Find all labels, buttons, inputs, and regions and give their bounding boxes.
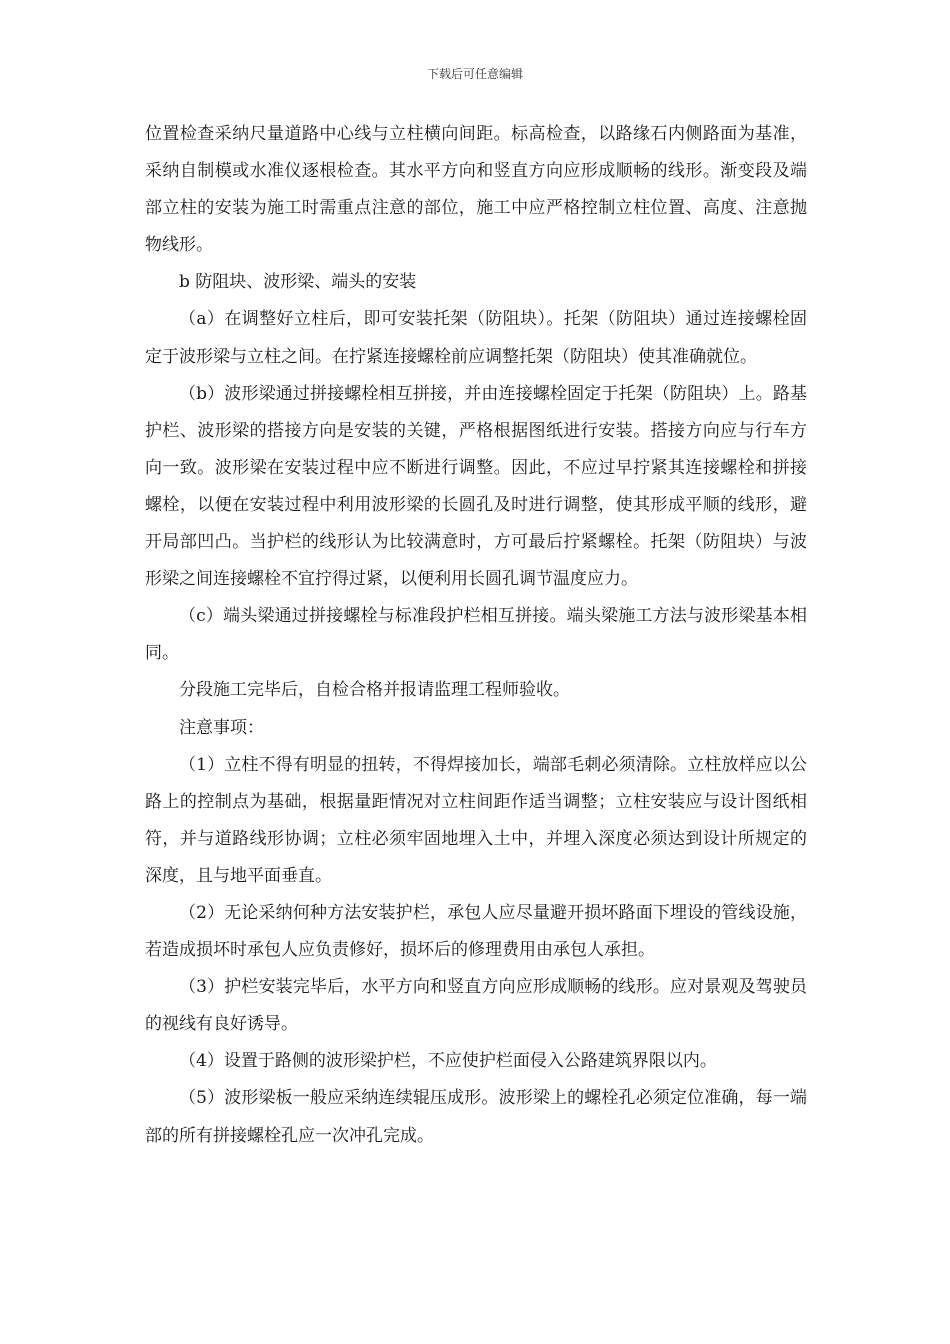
- paragraph-note-4: （4）设置于路侧的波形梁护栏，不应使护栏面侵入公路建筑界限以内。: [179, 1051, 717, 1072]
- paragraph-item-c: （c）端头梁通过拼接螺栓与标准段护栏相互拼接。端头梁施工方法与波形梁基本相同。: [145, 606, 807, 664]
- paragraph-note-5: （5）波形梁板一般应采纳连续辊压成形。波形梁上的螺栓孔必须定位准确，每一端部的所有拼接螺栓孔应一次冲孔完成。: [145, 1088, 807, 1146]
- page-header: 下载后可任意编辑: [426, 67, 523, 81]
- paragraph-section-b-title: b 防阻块、波形梁、端头的安装: [179, 272, 417, 293]
- paragraph-note-1: （1）立柱不得有明显的扭转，不得焊接加长，端部毛刺必须清除。立柱放样应以公路上的控制点为基础，根据量距情况对立柱间距作适当调整；立柱安装应与设计图纸相符，并与道路线形协调；立柱必须牢固地埋入土中，并埋入深度必须达到设计所规定的深度，且与地平面垂直。: [145, 754, 807, 886]
- paragraph-item-b: （b）波形梁通过拼接螺栓相互拼接，并由连接螺栓固定于托架（防阻块）上。路基护栏、波形梁的搭接方向是安装的关键，严格根据图纸进行安装。搭接方向应与行车方向一致。波形梁在安装过程中应不断进行调整。因此，不应过早拧紧其连接螺栓和拼接螺栓，以便在安装过程中利用波形梁的长圆孔及时进行调整，使其形成平顺的线形，避开局部凹凸。当护栏的线形认为比较满意时，方可最后拧紧螺栓。托架（防阻块）与波形梁之间连接螺栓不宜拧得过紧，以便利用长圆孔调节温度应力。: [145, 383, 807, 590]
- paragraph-acceptance: 分段施工完毕后，自检合格并报请监理工程师验收。: [179, 680, 570, 701]
- document-body: [145, 116, 807, 1155]
- paragraph-note-3: （3）护栏安装完毕后，水平方向和竖直方向应形成顺畅的线形。应对景观及驾驶员的视线有良好诱导。: [145, 977, 807, 1035]
- paragraph-notes-heading: 注意事项：: [179, 717, 264, 738]
- paragraph-column-position-check: 位置检查采纳尺量道路中心线与立柱横向间距。标高检查，以路缘石内侧路面为基准，采纳自制模或水准仪逐根检查。其水平方向和竖直方向应形成顺畅的线形。渐变段及端部立柱的安装为施工时需重点注意的部位，施工中应严格控制立柱位置、高度、注意抛物线形。: [145, 124, 807, 256]
- paragraph-note-2: （2）无论采纳何种方法安装护栏，承包人应尽量避开损坏路面下埋设的管线设施，若造成损坏时承包人应负责修好，损坏后的修理费用由承包人承担。: [145, 902, 807, 961]
- paragraph-item-a: （a）在调整好立柱后，即可安装托架（防阻块）。托架（防阻块）通过连接螺栓固定于波形梁与立柱之间。在拧紧连接螺栓前应调整托架（防阻块）使其准确就位。: [145, 309, 807, 367]
